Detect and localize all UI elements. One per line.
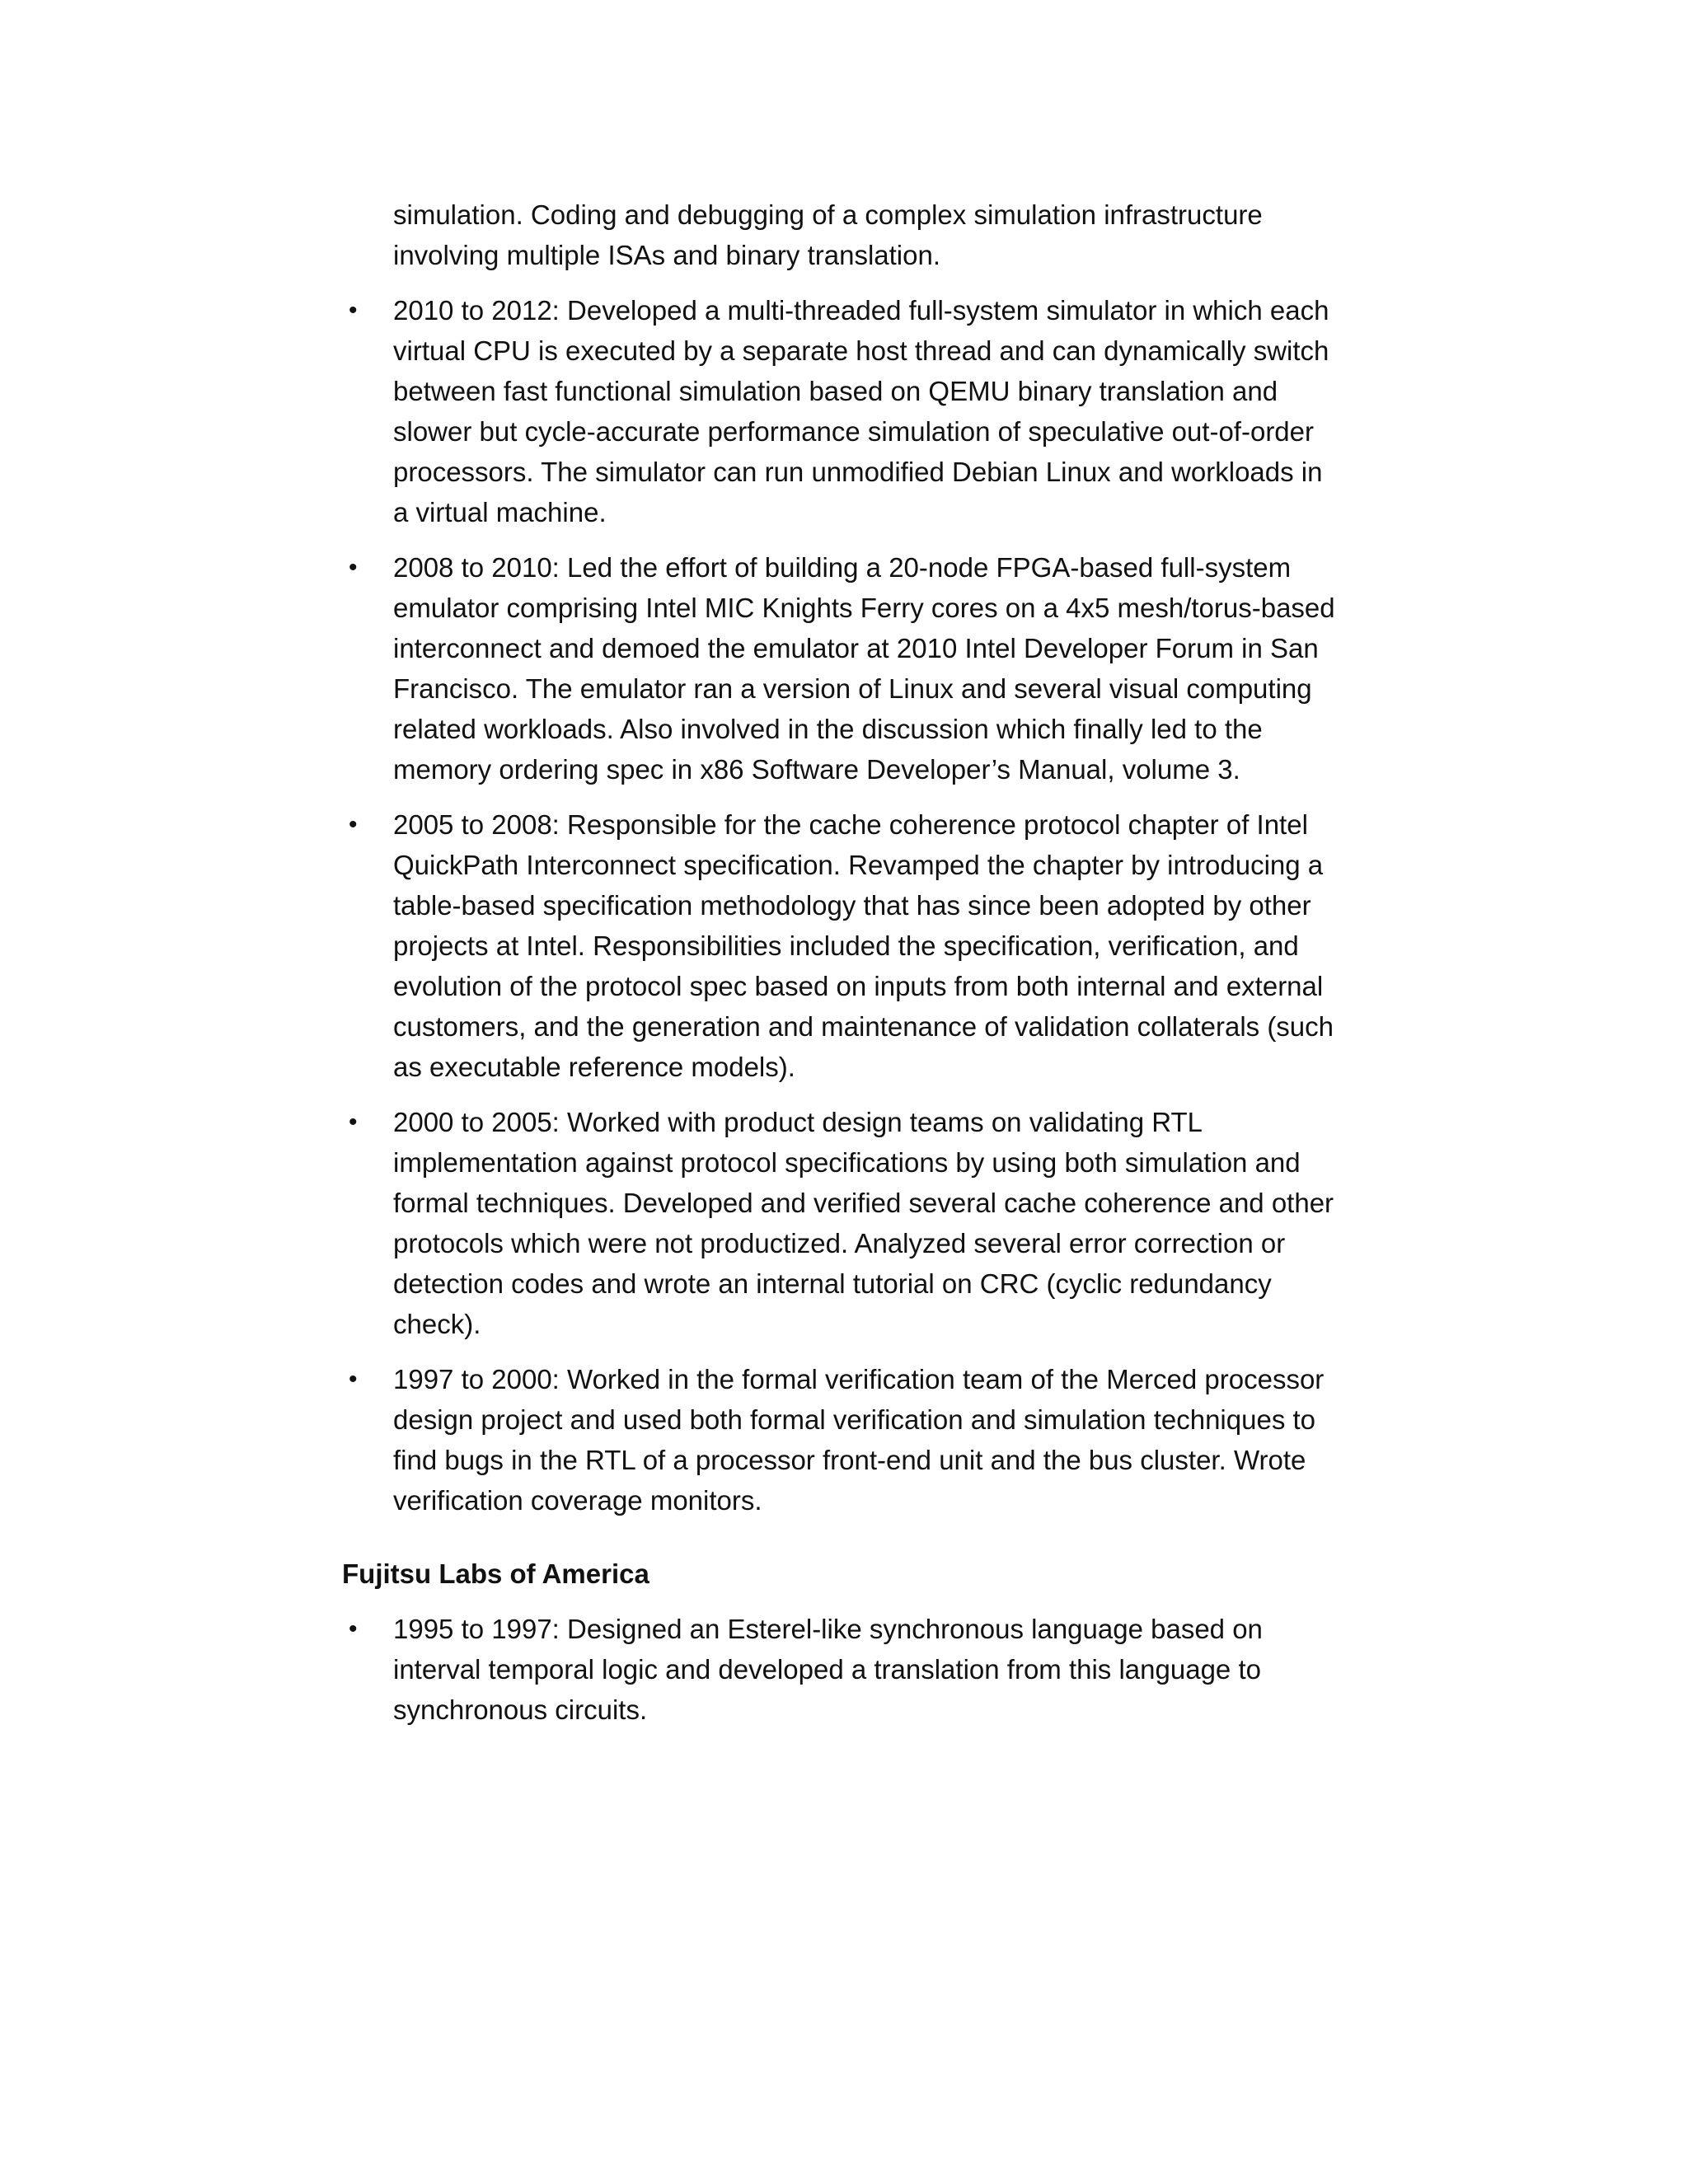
list-item-text: 1995 to 1997: Designed an Esterel-like synchronous language based on interval temporal logic and developed a translation from this language to synchronous circuits. [393,1614,1263,1725]
bullet-icon: • [349,811,358,838]
list-item-text: 1997 to 2000: Worked in the formal verification team of the Merced processor design project and used both formal verification and simulation techniques to find bugs in the RTL of a processor front-end unit and the bus cluster. Wrote verification coverage monitors. [393,1364,1325,1516]
list-item-text: 2000 to 2005: Worked with product design teams on validating RTL implementation against protocol specifications by using both simulation and formal techniques. Developed and verified several cache coherence and other protocols which were not productized. Analyzed several error correction or detection codes and wrote an internal tutorial on CRC (cyclic redundancy check). [393,1107,1334,1339]
continuation-paragraph: simulation. Coding and debugging of a complex simulation infrastructure involving multiple ISAs and binary translation. [393,199,1263,270]
list-item [342,804,1339,1087]
list-item [342,547,1339,790]
bullet-icon: • [349,297,358,324]
list-item [342,1609,1339,1730]
bullet-icon: • [349,1366,358,1393]
list-item [342,1102,1339,1344]
resume-content [342,194,1339,1745]
bullet-icon: • [349,554,358,581]
fujitsu-experience-list [342,1609,1339,1730]
bullet-icon: • [349,1615,358,1643]
list-item-text: 2010 to 2012: Developed a multi-threaded full-system simulator in which each virtual CPU is executed by a separate host thread and can dynamically switch between fast functional simulation based on QEMU binary translation and slower but cycle-accurate performance simulation of speculative out-of-order processors. The simulator can run unmodified Debian Linux and workloads in a virtual machine. [393,295,1329,527]
list-item-text: 2008 to 2010: Led the effort of building a 20-node FPGA-based full-system emulator comprising Intel MIC Knights Ferry cores on a 4x5 mesh/torus-based interconnect and demoed the emulator at 2010 Intel Developer Forum in San Francisco. The emulator ran a version of Linux and several visual computing related workloads. Also involved in the discussion which finally led to the memory ordering spec in x86 Software Developer’s Manual, volume 3. [393,552,1335,785]
list-item-text: 2005 to 2008: Responsible for the cache coherence protocol chapter of Intel QuickPath Interconnect specification. Revamped the chapter by introducing a table-based specification methodology that has since been adopted by other projects at Intel. Responsibilities included the specification, verification, and evolution of the protocol spec based on inputs from both internal and external customers, and the generation and maintenance of validation collaterals (such as executable reference models). [393,809,1334,1082]
bullet-icon: • [349,1108,358,1136]
intel-experience-list [342,290,1339,1521]
section-heading-fujitsu: Fujitsu Labs of America [342,1558,649,1589]
list-item [342,1359,1339,1521]
list-item [342,290,1339,532]
